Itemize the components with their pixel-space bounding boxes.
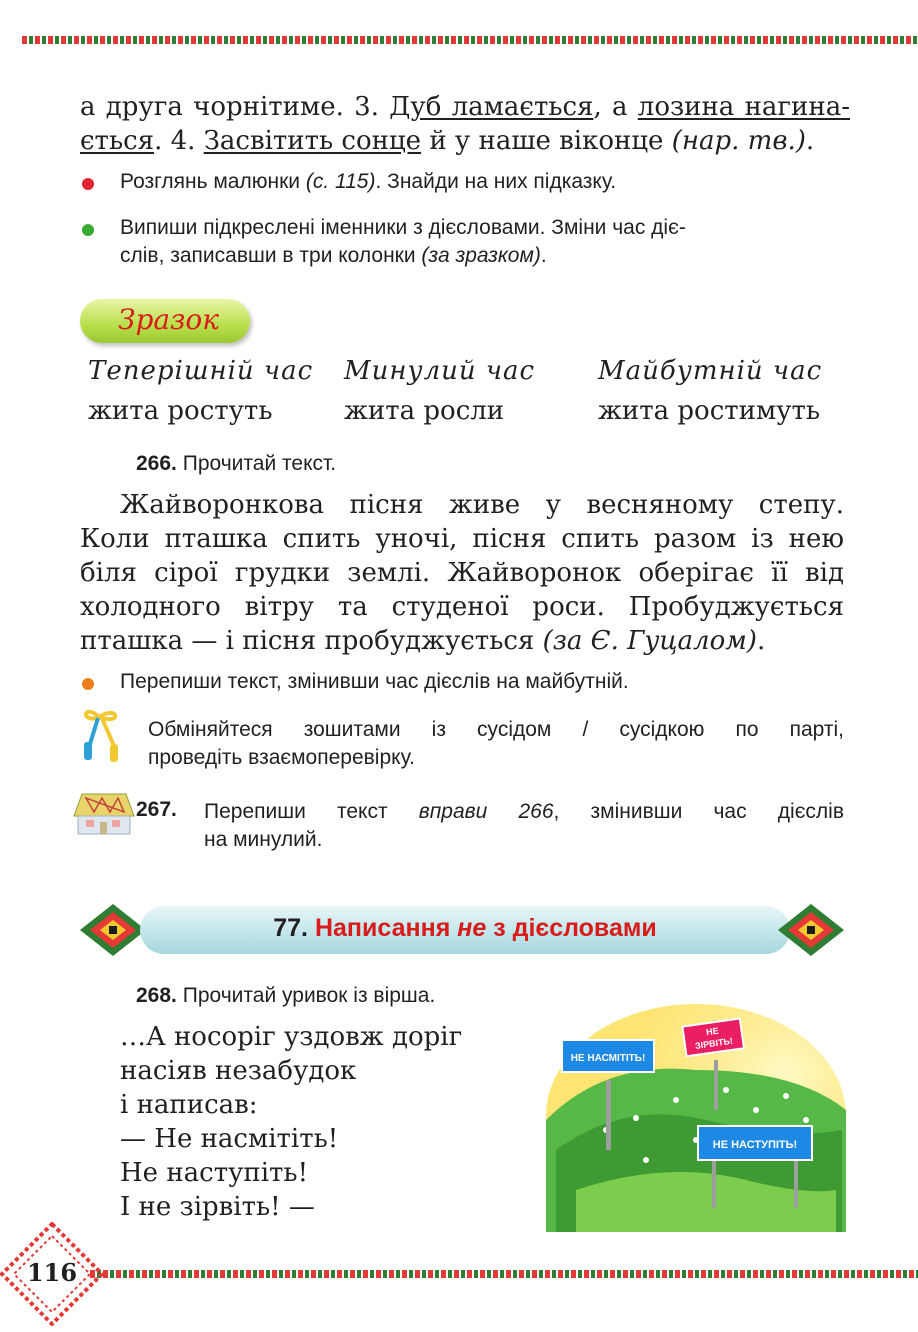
meadow-illustration	[546, 1000, 846, 1232]
red-bullet-icon	[82, 178, 94, 190]
task-look-pictures: Розглянь малюнки (с. 115). Знайди на них підказку.	[120, 170, 617, 193]
poem-line-2: насіяв незабудок	[120, 1056, 357, 1086]
text-line-1: а друга чорнітиме. 3. Дуб ламається, а лозина нагина-	[80, 92, 850, 122]
sign-dont-litter: НЕ НАСМІТІТЬ!	[570, 1053, 646, 1064]
value-past-tense: жита росли	[344, 396, 505, 426]
page-number: 116	[26, 1258, 78, 1287]
poem-line-5: Не наступіть!	[120, 1158, 309, 1188]
value-future-tense: жита ростимуть	[598, 396, 821, 426]
sign-dont-step: НЕ НАСТУПІТЬ!	[712, 1139, 798, 1151]
value-present-tense: жита ростуть	[88, 396, 273, 426]
ex266-line-1: Жайворонкова пісня живе у весняному степу.	[120, 490, 844, 520]
exercise-268-heading: 268. Прочитай уривок із вірша.	[136, 984, 436, 1007]
exercise-267-number: 267.	[136, 798, 177, 821]
header-future-tense: Майбутній час	[598, 356, 823, 386]
task-pair-check: Обміняйтеся зошитами із сусідом / сусідкою по парті, проведіть взаємоперевірку.	[148, 718, 844, 769]
house-icon	[72, 792, 136, 836]
ex266-line-5: пташка — і пісня пробуджується (за Є. Гуцалом).	[80, 626, 766, 656]
text-line-2: ється. 4. Засвітить сонце й у наше віконце (нар. тв.).	[80, 126, 815, 156]
task-rewrite-future: Перепиши текст, змінивши час дієслів на майбутній.	[120, 670, 629, 693]
left-ornament-icon	[78, 902, 148, 958]
top-ornament-border	[22, 36, 918, 44]
header-present-tense: Теперішній час	[88, 356, 314, 386]
sign-dont-pick-2: ЗІРВІТЬ!	[694, 1035, 734, 1051]
bottom-ornament-border	[90, 1270, 918, 1278]
exercise-267-text: Перепиши текст вправи 266, змінивши час дієслів на минулий.	[204, 800, 844, 851]
poem-line-6: І не зірвіть! —	[120, 1192, 315, 1222]
ex266-line-2: Коли пташка спить уночі, пісня спить разом із нею	[80, 524, 844, 554]
sign-dont-pick-1: НЕ	[705, 1025, 720, 1038]
poem-line-4: — Не насмітіть!	[120, 1124, 339, 1154]
poem-line-3: і написав:	[120, 1090, 258, 1120]
lesson-title-bar	[140, 906, 790, 954]
green-bullet-icon	[82, 224, 94, 236]
exercise-266-heading: 266. Прочитай текст.	[136, 452, 337, 475]
right-ornament-icon	[776, 902, 846, 958]
orange-bullet-icon	[82, 678, 94, 690]
lesson-title: 77. Написання не з дієсловами	[273, 914, 657, 942]
ex266-line-4: холодного вітру та студеної роси. Пробуджується	[80, 592, 844, 622]
header-past-tense: Минулий час	[344, 356, 536, 386]
ex266-line-3: біля сірої грудки землі. Жайворонок оберігає її від	[80, 558, 844, 588]
sample-label: Зразок	[118, 303, 219, 336]
ribbon-pair-icon	[76, 702, 136, 764]
sample-label-pill	[80, 299, 250, 343]
task-write-out: Випиши підкреслені іменники з дієсловами. Зміни час діє- слів, записавши в три колонки (за зразком).	[120, 216, 686, 267]
poem-line-1: …А носоріг уздовж доріг	[120, 1022, 463, 1052]
